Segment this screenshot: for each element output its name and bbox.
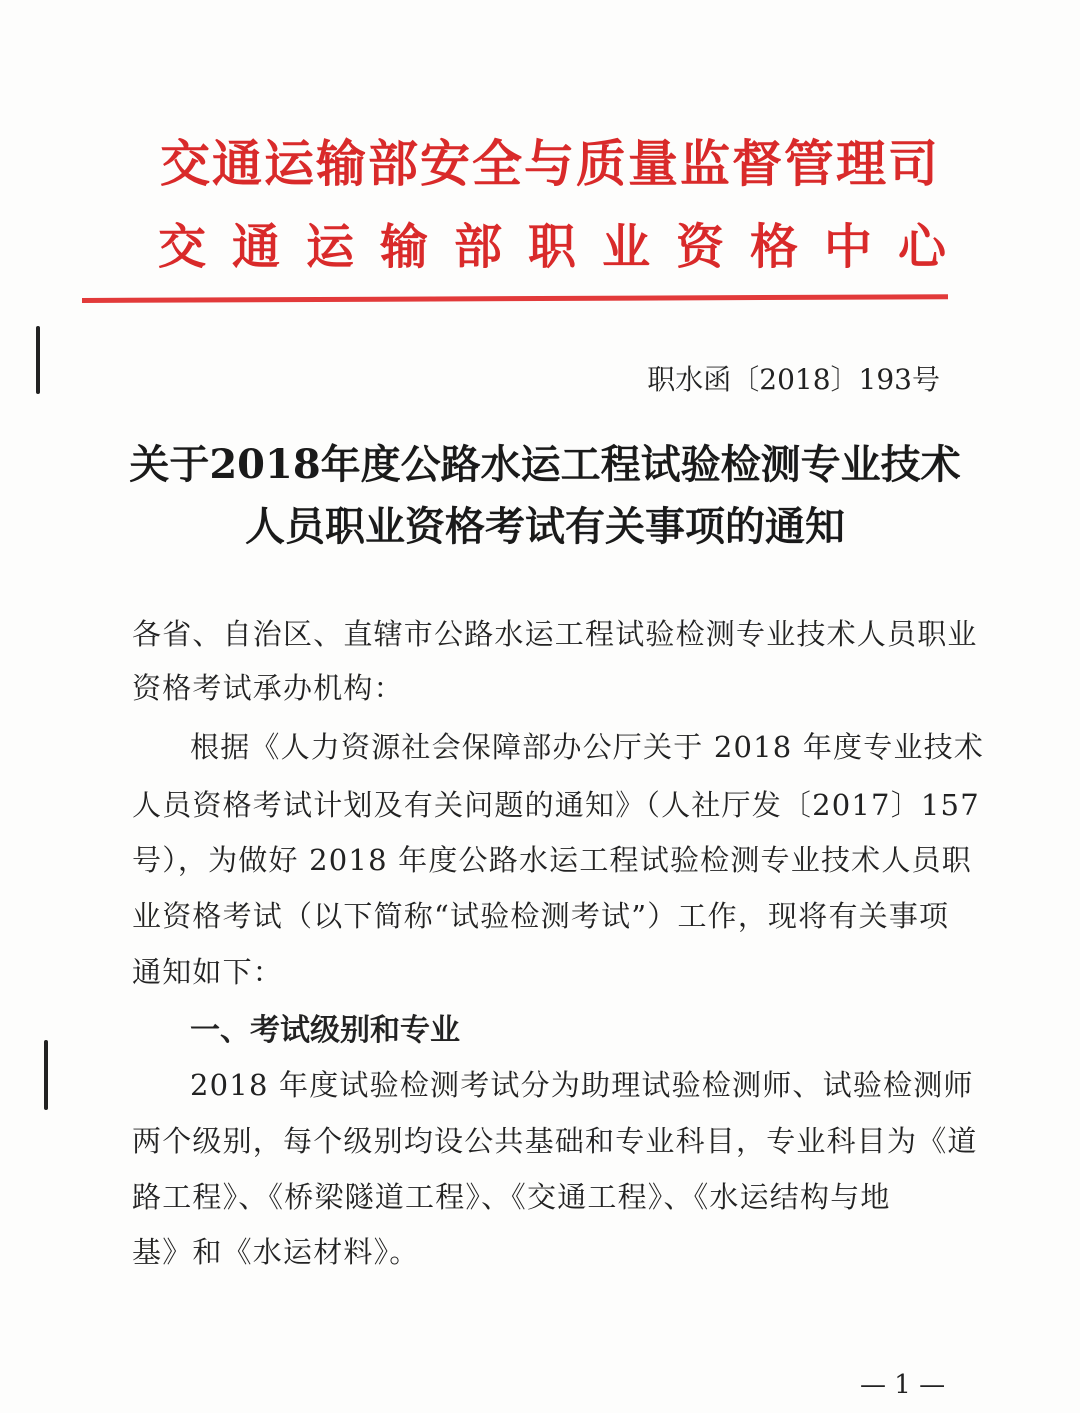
section-1-line: 两个级别，每个级别均设公共基础和专业科目，专业科目为《道 bbox=[132, 1124, 978, 1158]
red-header-rule bbox=[82, 294, 948, 303]
issuing-org-1: 交通运输部安全与质量监督管理司 bbox=[160, 134, 940, 193]
section-1-line: 2018 年度试验检测考试分为助理试验检测师、试验检测师 bbox=[190, 1068, 974, 1102]
document-number: 职水函〔2018〕193号 bbox=[647, 363, 940, 396]
notice-title-line-2: 人员职业资格考试有关事项的通知 bbox=[245, 503, 845, 550]
binding-mark-bottom bbox=[44, 1040, 48, 1110]
addressee-line-2: 资格考试承办机构： bbox=[132, 671, 404, 705]
body-paragraph-line: 通知如下： bbox=[132, 955, 284, 989]
notice-title-line-1: 关于2018年度公路水运工程试验检测专业技术 bbox=[129, 441, 961, 488]
section-1-line: 基》和《水运材料》。 bbox=[132, 1235, 420, 1269]
body-paragraph-line: 根据《人力资源社会保障部办公厅关于 2018 年度专业技术 bbox=[190, 730, 985, 764]
body-paragraph-line: 人员资格考试计划及有关问题的通知》（人社厅发〔2017〕157 bbox=[132, 788, 980, 822]
body-paragraph-line: 号），为做好 2018 年度公路水运工程试验检测专业技术人员职 bbox=[132, 843, 972, 877]
binding-mark-top bbox=[36, 326, 40, 394]
section-1-line: 路工程》、《桥梁隧道工程》、《交通工程》、《水运结构与地 bbox=[132, 1180, 891, 1214]
section-heading-1: 一、考试级别和专业 bbox=[190, 1013, 460, 1048]
issuing-org-2: 交通运输部职业资格中心 bbox=[157, 219, 972, 275]
body-paragraph-line: 业资格考试（以下简称“试验检测考试”）工作，现将有关事项 bbox=[132, 899, 950, 933]
addressee-line-1: 各省、自治区、直辖市公路水运工程试验检测专业技术人员职业 bbox=[132, 617, 978, 651]
page-number: — 1 — bbox=[860, 1370, 946, 1400]
